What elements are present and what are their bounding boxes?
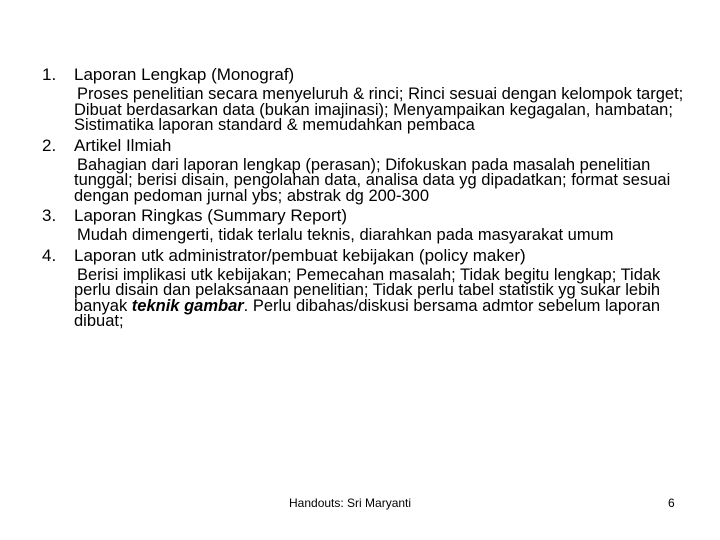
- item-number: 1.: [42, 65, 57, 84]
- item-title: Laporan Lengkap (Monograf): [74, 65, 295, 84]
- list-item: [42, 135, 692, 205]
- item-description-emphasis: teknik gambar: [131, 296, 244, 315]
- footer-author: Handouts: Sri Maryanti: [289, 496, 412, 510]
- slide-body: [42, 64, 692, 331]
- item-number: 2.: [42, 135, 57, 155]
- report-type-list: [42, 64, 692, 330]
- item-title: Laporan utk administrator/pembuat kebijakan (policy maker): [74, 245, 526, 265]
- item-description: Proses penelitian secara menyeluruh & rinci; Rinci sesuai dengan kelompok target; Dibuat berdasarkan data (bukan imajinasi); Menyampaikan kegagalan, hambatan; Sistimatika laporan standard & memudahkan pembaca: [74, 85, 684, 134]
- item-number: 3.: [42, 206, 57, 225]
- item-description: [74, 265, 692, 330]
- list-item: [42, 205, 692, 244]
- list-item: [42, 64, 692, 134]
- item-title: Laporan Ringkas (Summary Report): [74, 206, 348, 225]
- page-number: 6: [668, 496, 675, 510]
- item-description: Mudah dimengerti, tidak terlalu teknis, diarahkan pada masyarakat umum: [77, 226, 614, 244]
- item-title: Artikel Ilmiah: [74, 135, 172, 155]
- item-description: Bahagian dari laporan lengkap (perasan); Difokuskan pada masalah penelitian tunggal; berisi disain, pengolahan data, analisa data yg dipadatkan; format sesuai dengan pedoman jurnal ybs; abstrak dg 200-300: [74, 155, 671, 205]
- item-number: 4.: [42, 245, 57, 265]
- item-description-end: . Perlu dibahas/diskusi bersama admtor sebelum laporan dibuat;: [74, 296, 661, 330]
- list-item: [42, 245, 692, 330]
- item-description-start: Berisi implikasi utk kebijakan; Pemecahan masalah; Tidak begitu lengkap; Tidak perlu disain dan pelaksanaan penelitian; Tidak perlu tabel statistik yg sukar lebih banyak: [74, 265, 661, 315]
